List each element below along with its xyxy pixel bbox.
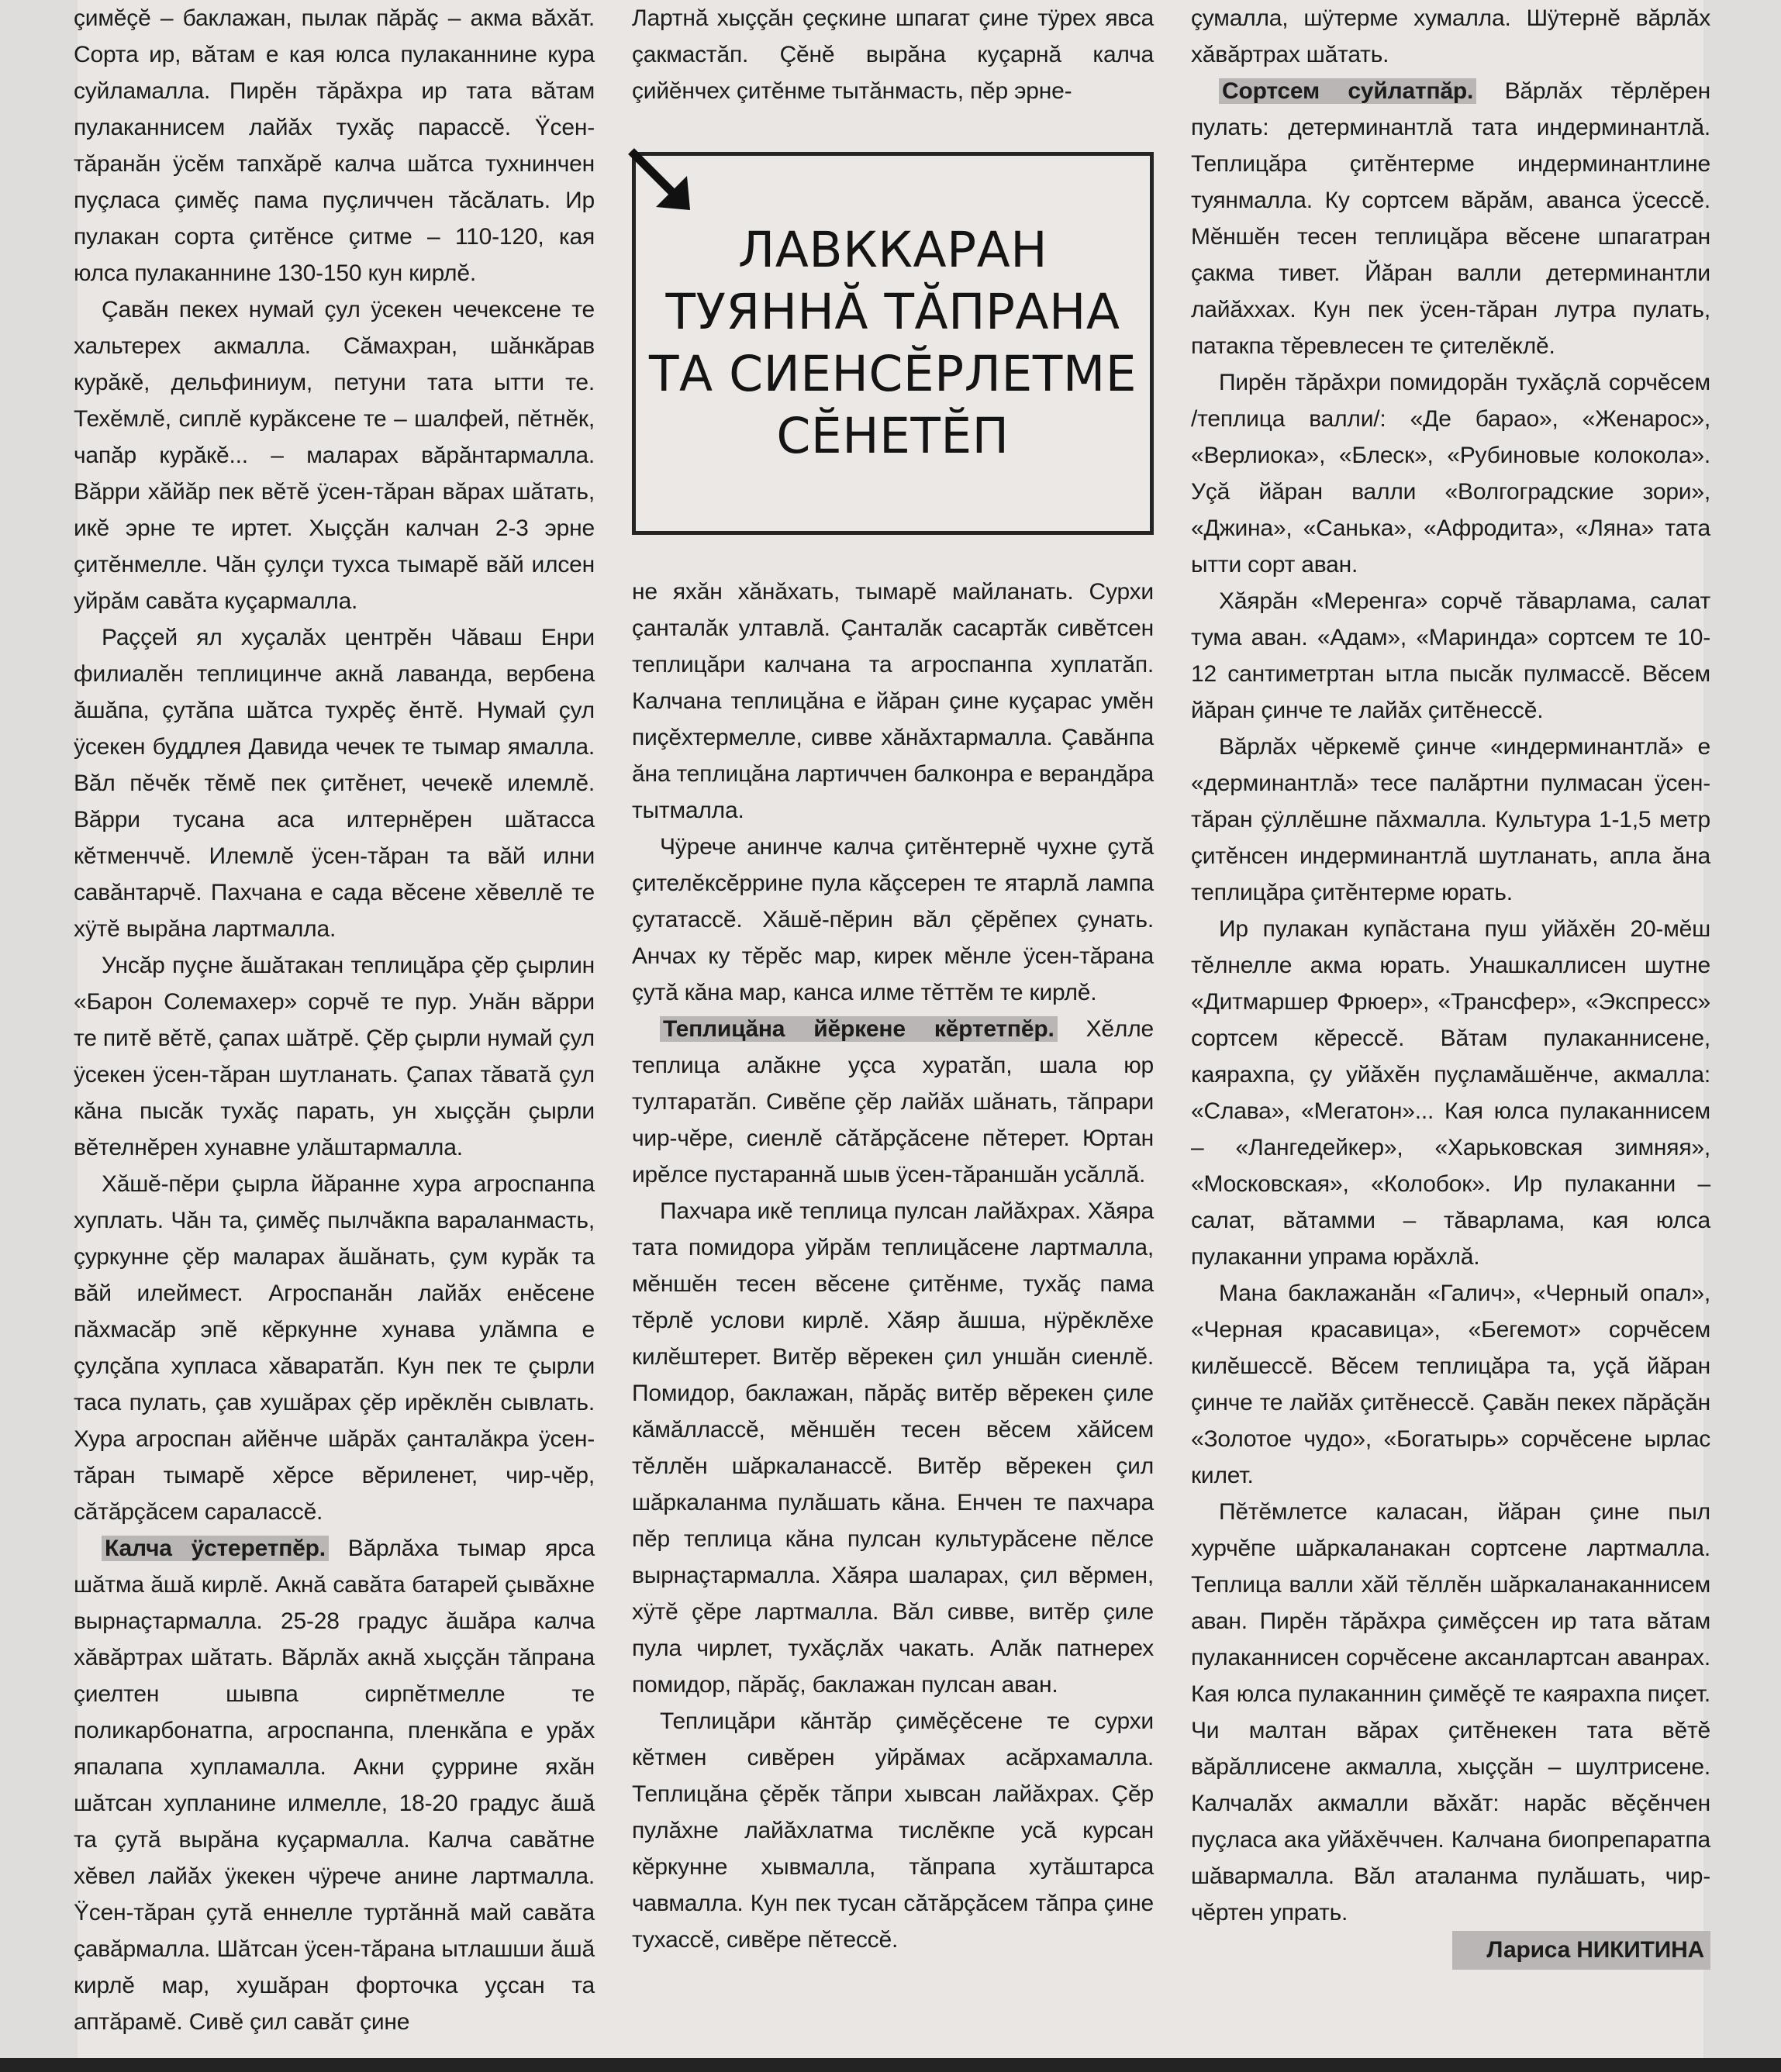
paragraph: Çавăн пекех нумай çул ÿсекен чечексене те хальтерех акмалла. Сăмахран, шăнкăрав курăкĕ, дельфиниум, петуни тата ытти те. Техĕмлĕ, сиплĕ курăксене те – шалфей, пĕтнĕк, чапăр курăкĕ... – малараx вăрăнтармалла. Вăрри хăйăр пек вĕтĕ ÿсен-тăран вăрах шăтать, икĕ эрне те иртет. Хыççăн калчан 2-3 эрне çитĕнмелле. Чăн çулçи тухса тымарĕ вăй илсен уйрăм савăта куçармалла. — [74, 297, 595, 614]
article-column-1 — [74, 0, 595, 2040]
section-keyword: Теплицăна йĕркене кĕртетпĕр. — [660, 1016, 1058, 1042]
paragraph: Чÿрече анинче калча çитĕнтернĕ чухне çутă çителĕксĕррине пула кăçсерен те ятарлă лампа çутатассĕ. Хăшĕ-пĕрин вăл çĕрĕпех çунать. Анчах ку тĕрĕс мар, кирек мĕнле ÿсен-тăрана çутă кăна мар, канса илме тĕттĕм те кирлĕ. — [632, 834, 1154, 1005]
paragraph-text: Хĕлле теплица алăкне уçса хуратăп, шала юр тултаратăп. Сивĕпе çĕр лайăх шăнать, тăпрари чир-чĕре, сиенлĕ сăтăрçăсене пĕтерет. Юртан ирĕлсе пустараннă шыв ÿсен-тăраншăн усăллă. — [632, 1016, 1154, 1188]
paragraph: Унсăр пуçне ăшăтакан теплицăра çĕр çырлин «Барон Солемахер» сорчĕ те пур. Унăн вăрри те питĕ вĕтĕ, çапах шăтрĕ. Çĕр çырли нумай çул ÿсекен ÿсен-тăран шутланать. Çапах тăватă çул кăна пысăк тухăç парать, ун хыççăн çырли вĕтелнĕрен хунавне улăштармалла. — [74, 953, 595, 1160]
adjacent-page-left-edge — [0, 0, 78, 2072]
paragraph: Вăрлăх чĕркемĕ çинче «индерминантлă» е «дерминантлă» тесе палăртни пулмасан ÿсен-тăран çÿллĕшне пăхмалла. Культура 1-1,5 метр çитĕнсен индерминантлă шутланать, апла ăна теплицăра çитĕнтерме юрать. — [1191, 734, 1710, 905]
column-2-body — [632, 574, 1154, 1958]
headline-line: ЛАВККАРАН — [737, 222, 1048, 278]
headline-box — [632, 152, 1154, 535]
arrow-icon — [625, 145, 696, 216]
author-name: Лариса НИКИТИНА — [1452, 1931, 1710, 1970]
paragraph: Ир пулакан купăстана пуш уйăхĕн 20-мĕш тĕлнелле акма юрать. Унашкаллисен шутне «Дитмаршер Фрюер», «Трансфер», «Экспресс» сортсем кĕрессĕ. Вăтам пулаканнисене, каярахпа, çу уйăхĕн пуçламăшĕнче, акмалла: «Слава», «Мегатон»... Кая юлса пулаканнисем – «Лангедейкер», «Харьковская зимняя», «Московская», «Колобок». Ир пулаканни – салат, вăтамми – тăварлама, кая юлса пулаканни упрама юрăхлă. — [1191, 916, 1710, 1270]
paragraph — [74, 1530, 595, 2040]
byline — [1191, 1931, 1710, 1970]
headline-line: СĔНЕТĔП — [776, 408, 1010, 464]
paragraph: Лартнă хыççăн çеçкине шпагат çине тÿрех явса çакмастăп. Çĕнĕ вырăна куçарнă калча çийĕнчех çитĕнме тытăнмасть, пĕр эрне- — [632, 5, 1154, 104]
paragraph: Хăярăн «Меренга» сорчĕ тăварлама, салат тума аван. «Адам», «Маринда» сортсем те 10-12 сантиметртан ытла пысăк пулмассĕ. Вĕсем йăран çинче те лайăх çитĕнессĕ. — [1191, 588, 1710, 723]
paragraph: Теплицăри кăнтăр çимĕçĕсене те сурхи кĕтмен сивĕрен уйрăмах асăрхамалла. Теплицăна çĕрĕк тăпри хывсан лайăхрах. Çĕр пулăхне лайăхлатма тислĕкпе усă курсан кĕркунне хывмалла, тăпрапа хутăштарса чавмалла. Кун пек тусан сăтăрçăсем тăпра çине тухассĕ, сивĕре пĕтессĕ. — [632, 1708, 1154, 1953]
headline-line: ТУЯННĂ ТĂПРАНА — [665, 284, 1120, 340]
paragraph — [632, 1011, 1154, 1193]
paragraph: çимĕçĕ – баклажан, пылак пăрăç – акма вăхăт. Сорта ир, вăтам е кая юлса пулаканнине кура суйламалла. Пирĕн тăрăхра ир тата вăтам пулаканнисем лайăх тухăç парассĕ. Ÿсен-тăранăн ÿсĕм тапхăрĕ калча шăтса тухнинчен пуçласа çимĕç пама пуçличчен тăсăлать. Ир пулакан сорта çитĕнсе çитме – 110-120, кая юлса пулаканнине 130-150 кун кирлĕ. — [74, 5, 595, 286]
paragraph: Пахчара икĕ теплица пулсан лайăхрах. Хăяра тата помидора уйрăм теплицăсене лартмалла, мĕншĕн тесен вĕсене çитĕнме, тухăç пама тĕрлĕ услови кирлĕ. Хăяр ăшша, нÿрĕклĕхе килĕштерет. Витĕр вĕрекен çил уншăн сиенлĕ. Помидор, баклажан, пăрăç витĕр вĕрекен çиле кăмăллассĕ, мĕншĕн тесен вĕсем хăйсем тĕллĕн шăркаланассĕ. Витĕр вĕрекен çил шăркаланма пулăшать кăна. Енчен те пахчара пĕр теплица кăна пулсан культурăсене пĕлсе вырнаçтармалла. Хăяра шаларах, çил вĕрмен, хÿтĕ çĕре лартмалла. Вăл сивве, витĕр çиле пула чирлет, тухăçлăх чакать. Алăк патнерех помидор, пăрăç, баклажан пулсан аван. — [632, 1198, 1154, 1698]
section-keyword: Калча ÿстеретпĕр. — [102, 1536, 329, 1561]
headline-line: ТА СИЕНСĔРЛЕТМЕ — [648, 346, 1137, 402]
paragraph: Мана баклажанăн «Галич», «Черный опал», «Черная красавица», «Бегемот» сорчĕсем килĕшессĕ. Вĕсем теплицăра та, уçă йăран çинче те лайăх çитĕнессĕ. Çавăн пекех пăрăçăн «Золотое чудо», «Богатырь» сорчĕсене ырлас килет. — [1191, 1281, 1710, 1488]
paragraph: çумалла, шÿтерме хумалла. Шÿтернĕ вăрлăх хăвăртрах шăтать. — [1191, 5, 1710, 67]
section-keyword: Сортсем суйлатпăр. — [1219, 78, 1476, 104]
paragraph — [1191, 73, 1710, 364]
paragraph: не яхăн хăнăхать, тымарĕ майланать. Сурхи çанталăк ултавлă. Çанталăк сасартăк сивĕтсен теплицăри калчана та агроспанпа хуплатăп. Калчана теплицăна е йăран çине куçарас умĕн пиçĕхтермелле, сивве хăнăхтармалла. Çавăнпа ăна теплицăна лартиччен балконра е верандăра тытмалла. — [632, 579, 1154, 823]
article-column-2 — [632, 0, 1154, 1953]
adjacent-page-right-edge — [1703, 0, 1781, 2072]
paragraph: Раççей ял хуçалăх центрĕн Чăваш Енри филиалĕн теплицинче акнă лаванда, вербена ăшăпа, çутăпа шăтса тухрĕç ĕнтĕ. Нумай çул ÿсекен буддлея Давида чечек те тымар ямалла. Вăл пĕчĕк тĕмĕ пек çитĕнет, чечекĕ илемлĕ. Вăрри тусана аса илтернĕрен шăтасса кĕтменччĕ. Илемлĕ ÿсен-тăран та вăй илни савăнтарчĕ. Пахчана е сада вĕсене хĕвеллĕ те хÿтĕ вырăна лартмалла. — [74, 625, 595, 942]
paragraph: Пĕтĕмлетсе каласан, йăран çине пыл хурчĕпе шăркаланакан сортсене лартмалла. Теплица валли хăй тĕллĕн шăркаланаканнисем аван. Пирĕн тăрăхра çимĕçсен ир тата вăтам пулаканнисен сорчĕсене аксанлартсан аванрах. Кая юлса пулаканнин çимĕçĕ те каярахпа пиçет. Чи малтан вăрах çитĕнекен тата вĕтĕ вăрăллисене акмалла, хыççăн – шултрисене. Калчалăх акмалли вăхăт: нарăс вĕçĕнчен пуçласа ака уйăхĕччен. Калчана биопрепаратпа шăвармалла. Вăл аталанма пулăшать, чир-чĕртен упрать. — [1191, 1499, 1710, 1925]
article-column-3 — [1191, 0, 1710, 1970]
headline — [649, 219, 1137, 467]
paragraph: Пирĕн тăрăхри помидорăн тухăçлă сорчĕсем /теплица валли/: «Де барао», «Женарос», «Верлиока», «Блеск», «Рубиновые колокола». Уçă йăран валли «Волгоградские зори», «Джина», «Санька», «Афродита», «Ляна» тата ытти сорт аван. — [1191, 370, 1710, 577]
paragraph: Хăшĕ-пĕри çырла йăранне хура агроспанпа хуплать. Чăн та, çимĕç пылчăкпа вараланмасть, çуркунне çĕр маларах ăшăнать, çум курăк та вăй илеймест. Агроспанăн лайăх енĕсене пăхмасăр эпĕ кĕркунне хунава улăмпа е çулçăпа хупласа хăваратăп. Кун пек те çырли таса пулать, çав хушăрах çĕр ирĕклĕн сывлать. Хура агроспан айĕнче шăрăх çанталăкра ÿсен-тăран тымарĕ хĕрсе вĕриленет, чир-чĕр, сăтăрçăсем саралассĕ. — [74, 1171, 595, 1525]
page-bottom-rule — [0, 2058, 1781, 2072]
paragraph-text: Вăрлăх тĕрлĕрен пулать: детерминантлă тата индерминантлă. Теплицăра çитĕнтерме индерминантлине туянмалла. Ку сортсем вăрăм, аванса ÿсессĕ. Мĕншĕн тесен теплицăра вĕсене шпагатран çакма тивет. Йăран валли детерминантли лайăххах. Кун пек ÿсен-тăран лутра пулать, патакпа тĕревлесен те çителĕклĕ. — [1191, 78, 1710, 359]
paragraph-text: Вăрлăха тымар ярса шăтма ăшă кирлĕ. Акнă савăта батарей çывăхне вырнаçтармалла. 25-28 градус ăшăра калча хăвăртрах шăтать. Вăрлăх акнă хыççăн тăпрана çиелтен шывпа сирпĕтмелле те поликарбонатпа, агроспанпа, пленкăпа е урăх япалапа хупламалла. Акни çуррине яхăн шăтсан хупланине илмелле, 18-20 градус ăшă та çутă вырăна куçармалла. Калча савăтне хĕвел лайăх ÿкекен чÿрече анине лартмалла. Ÿсен-тăран çутă еннелле туртăннă май савăта çавăрмалла. Шăтсан ÿсен-тăрана ытлашши ăшă кирлĕ мар, хушăран форточка уçсан та аптăрамĕ. Сивĕ çил савăт çине — [74, 1536, 595, 2035]
